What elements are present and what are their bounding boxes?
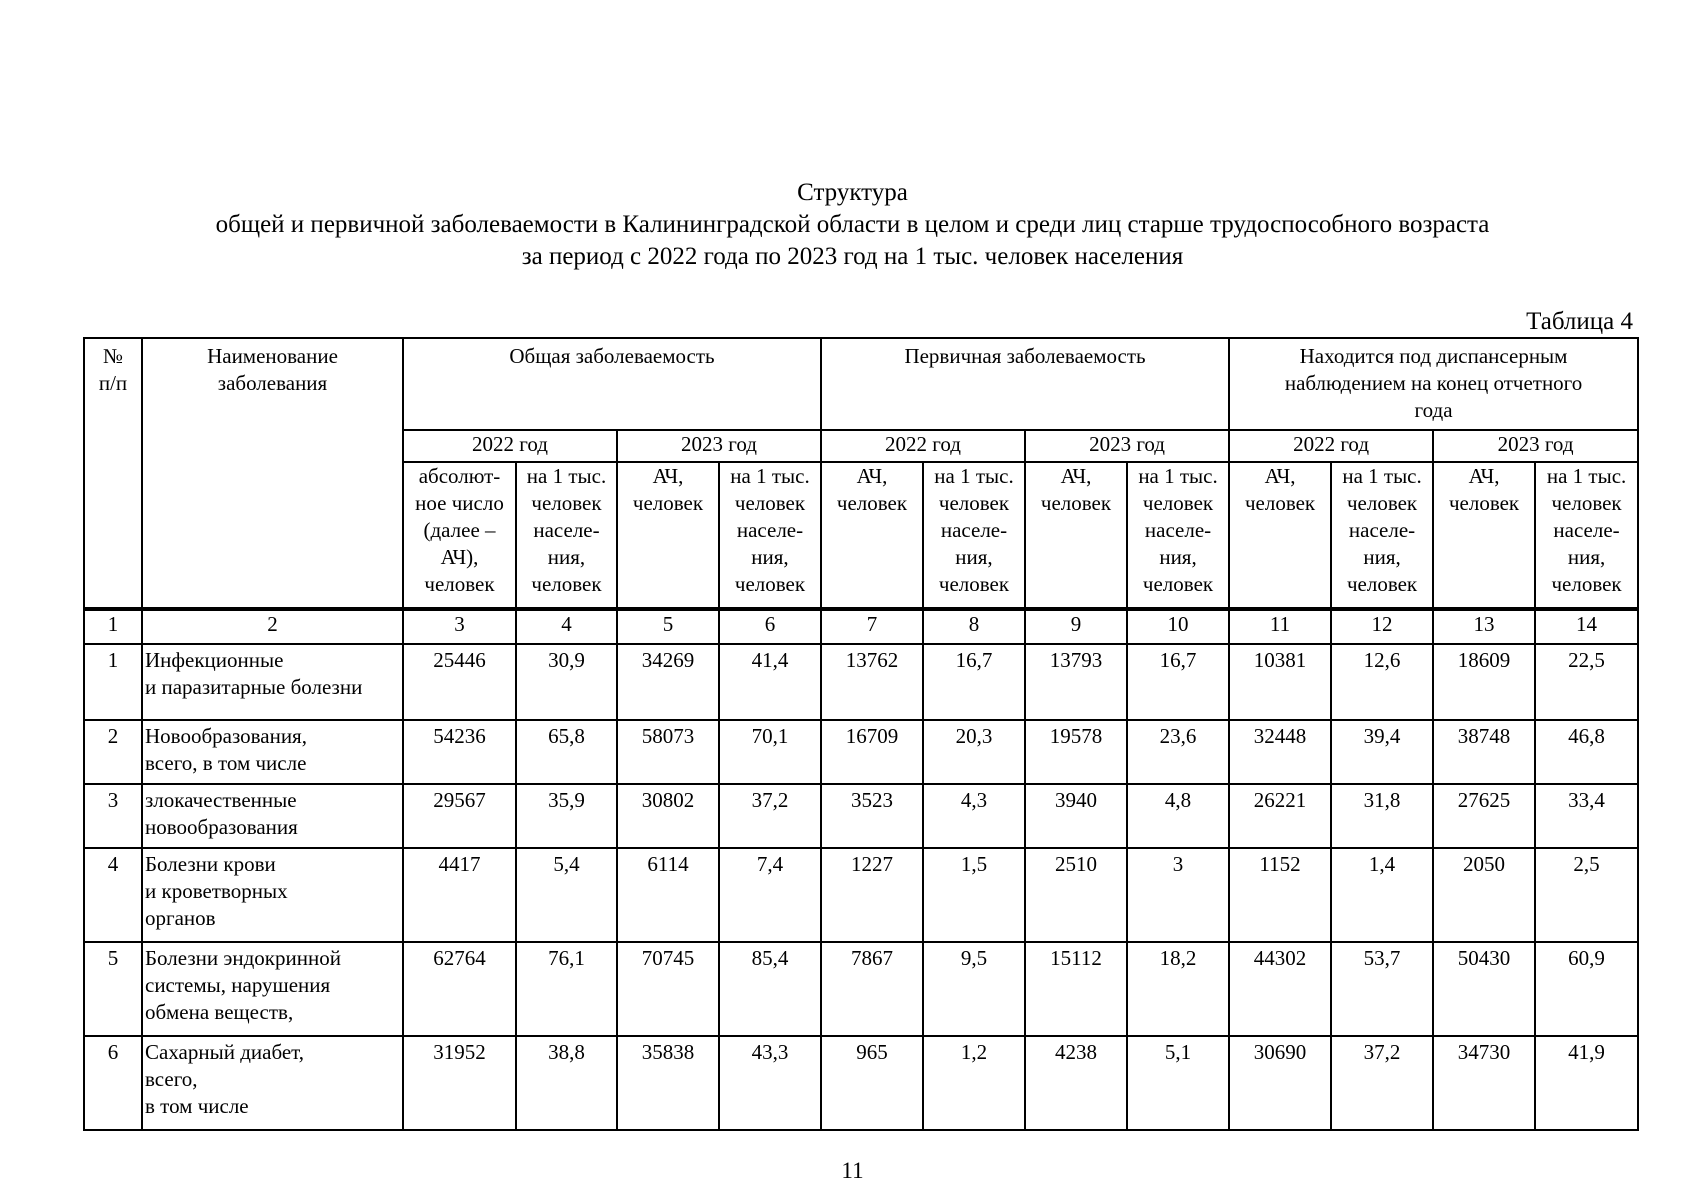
header-subcolumn: АЧ, человек [617,462,719,609]
value-cell: 7,4 [719,848,821,942]
value-cell: 62764 [403,942,516,1036]
value-cell: 4238 [1025,1036,1127,1130]
table-body [84,644,1638,1130]
row-number: 4 [84,848,142,942]
header-year: 2022 год [1229,430,1433,462]
value-cell: 20,3 [923,720,1025,784]
table-row [84,1036,1638,1130]
table-row [84,942,1638,1036]
value-cell: 965 [821,1036,923,1130]
value-cell: 16,7 [923,644,1025,720]
table-row [84,720,1638,784]
value-cell: 22,5 [1535,644,1638,720]
value-cell: 35,9 [516,784,617,848]
value-cell: 37,2 [719,784,821,848]
value-cell: 65,8 [516,720,617,784]
column-number: 2 [142,609,403,644]
value-cell: 16709 [821,720,923,784]
column-number: 7 [821,609,923,644]
header-subcolumn: на 1 тыс. человек населе- ния, человек [1535,462,1638,609]
value-cell: 5,1 [1127,1036,1229,1130]
value-cell: 1227 [821,848,923,942]
value-cell: 31952 [403,1036,516,1130]
value-cell: 34730 [1433,1036,1535,1130]
value-cell: 30,9 [516,644,617,720]
value-cell: 35838 [617,1036,719,1130]
value-cell: 7867 [821,942,923,1036]
header-subcolumn: на 1 тыс. человек населе- ния, человек [719,462,821,609]
value-cell: 85,4 [719,942,821,1036]
disease-name: Инфекционные и паразитарные болезни [142,644,403,720]
table-row [84,848,1638,942]
value-cell: 1152 [1229,848,1331,942]
value-cell: 1,4 [1331,848,1433,942]
disease-name: Болезни эндокринной системы, нарушения обмена веществ, [142,942,403,1036]
column-number: 3 [403,609,516,644]
row-number: 3 [84,784,142,848]
value-cell: 4,3 [923,784,1025,848]
header-subcolumn: АЧ, человек [821,462,923,609]
title-line-2: общей и первичной заболеваемости в Калининградской области в целом и среди лиц старше трудоспособного возраста [215,211,1490,238]
column-number: 1 [84,609,142,644]
value-cell: 34269 [617,644,719,720]
value-cell: 58073 [617,720,719,784]
row-number: 6 [84,1036,142,1130]
column-number: 12 [1331,609,1433,644]
value-cell: 19578 [1025,720,1127,784]
table-row [84,644,1638,720]
value-cell: 30690 [1229,1036,1331,1130]
value-cell: 2050 [1433,848,1535,942]
header-subcolumn: на 1 тыс. человек населе- ния, человек [923,462,1025,609]
title-line-3: за период с 2022 года по 2023 год на 1 тыс. человек населения [521,243,1184,270]
header-subcolumn: на 1 тыс. человек населе- ния, человек [1331,462,1433,609]
value-cell: 37,2 [1331,1036,1433,1130]
value-cell: 50430 [1433,942,1535,1036]
value-cell: 13793 [1025,644,1127,720]
value-cell: 12,6 [1331,644,1433,720]
value-cell: 29567 [403,784,516,848]
column-number: 11 [1229,609,1331,644]
value-cell: 46,8 [1535,720,1638,784]
value-cell: 4417 [403,848,516,942]
value-cell: 18,2 [1127,942,1229,1036]
column-number: 8 [923,609,1025,644]
value-cell: 31,8 [1331,784,1433,848]
header-subcolumn: абсолют- ное число (далее – АЧ), человек [403,462,516,609]
title-line-1: Структура [797,179,908,206]
value-cell: 1,2 [923,1036,1025,1130]
header-year: 2022 год [403,430,617,462]
value-cell: 1,5 [923,848,1025,942]
value-cell: 5,4 [516,848,617,942]
header-primary-morbidity: Первичная заболеваемость [821,338,1229,430]
header-subcolumn: на 1 тыс. человек населе- ния, человек [516,462,617,609]
value-cell: 38748 [1433,720,1535,784]
disease-name: злокачественные новообразования [142,784,403,848]
column-numbers-row [84,609,1638,644]
header-subcolumn: АЧ, человек [1025,462,1127,609]
value-cell: 18609 [1433,644,1535,720]
value-cell: 60,9 [1535,942,1638,1036]
value-cell: 53,7 [1331,942,1433,1036]
header-dispensary-observation: Находится под диспансерным наблюдением на конец отчетного года [1229,338,1638,430]
value-cell: 70,1 [719,720,821,784]
value-cell: 27625 [1433,784,1535,848]
header-subcolumn: АЧ, человек [1229,462,1331,609]
value-cell: 32448 [1229,720,1331,784]
table-row [84,784,1638,848]
disease-name: Сахарный диабет, всего, в том числе [142,1036,403,1130]
header-subcolumn: АЧ, человек [1433,462,1535,609]
value-cell: 41,4 [719,644,821,720]
value-cell: 6114 [617,848,719,942]
value-cell: 44302 [1229,942,1331,1036]
document-title [0,177,1705,273]
value-cell: 2,5 [1535,848,1638,942]
column-number: 4 [516,609,617,644]
value-cell: 2510 [1025,848,1127,942]
value-cell: 41,9 [1535,1036,1638,1130]
value-cell: 26221 [1229,784,1331,848]
column-number: 9 [1025,609,1127,644]
column-number: 13 [1433,609,1535,644]
header-disease-name: Наименование заболевания [142,338,403,609]
disease-name: Болезни крови и кроветворных органов [142,848,403,942]
value-cell: 33,4 [1535,784,1638,848]
value-cell: 15112 [1025,942,1127,1036]
header-general-morbidity: Общая заболеваемость [403,338,821,430]
column-number: 6 [719,609,821,644]
value-cell: 9,5 [923,942,1025,1036]
disease-name: Новообразования, всего, в том числе [142,720,403,784]
value-cell: 38,8 [516,1036,617,1130]
value-cell: 3523 [821,784,923,848]
header-subcolumn: на 1 тыс. человек населе- ния, человек [1127,462,1229,609]
morbidity-table [83,337,1639,1131]
header-year: 2023 год [617,430,821,462]
column-number: 5 [617,609,719,644]
value-cell: 10381 [1229,644,1331,720]
value-cell: 43,3 [719,1036,821,1130]
value-cell: 23,6 [1127,720,1229,784]
header-year: 2023 год [1025,430,1229,462]
value-cell: 70745 [617,942,719,1036]
header-year: 2022 год [821,430,1025,462]
value-cell: 3940 [1025,784,1127,848]
value-cell: 30802 [617,784,719,848]
value-cell: 4,8 [1127,784,1229,848]
value-cell: 39,4 [1331,720,1433,784]
value-cell: 16,7 [1127,644,1229,720]
value-cell: 76,1 [516,942,617,1036]
column-number: 14 [1535,609,1638,644]
value-cell: 13762 [821,644,923,720]
value-cell: 25446 [403,644,516,720]
value-cell: 54236 [403,720,516,784]
row-number: 2 [84,720,142,784]
value-cell: 3 [1127,848,1229,942]
column-number: 10 [1127,609,1229,644]
row-number: 5 [84,942,142,1036]
table-label: Таблица 4 [1526,308,1633,335]
header-number: № п/п [84,338,142,609]
page-number: 11 [841,1158,864,1183]
row-number: 1 [84,644,142,720]
header-year: 2023 год [1433,430,1638,462]
